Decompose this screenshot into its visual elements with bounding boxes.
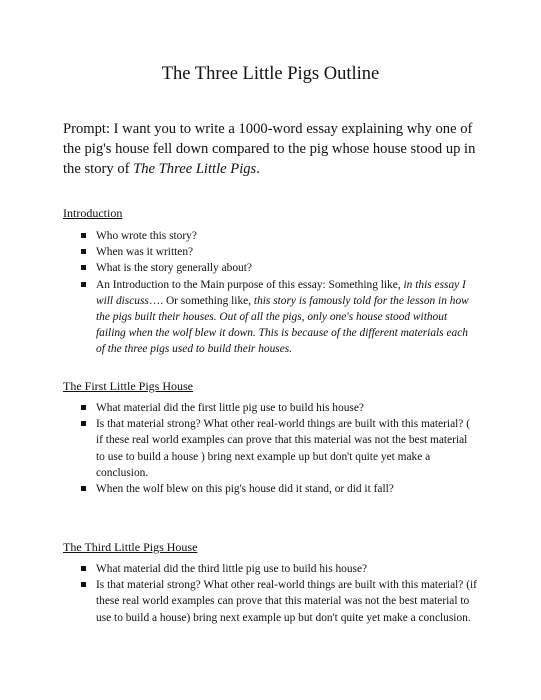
intro-purpose-italic-1: in this essay I will discuss xyxy=(96,278,466,307)
introduction-list xyxy=(80,228,478,358)
list-item: Who wrote this story? xyxy=(80,228,478,244)
introduction-heading: Introduction xyxy=(63,206,123,220)
essay-prompt xyxy=(63,119,493,179)
third-pig-list xyxy=(80,561,478,626)
list-item: Is that material strong? What other real-world things are built with this material? ( if these real world examples can prove that this material was not the best material to use to build a house ) bring next example up but don't quite yet make a conclusion. xyxy=(80,416,478,481)
list-item: What material did the third little pig use to build his house? xyxy=(80,561,478,577)
list-item: What material did the first little pig use to build his house? xyxy=(80,400,478,416)
first-pig-list xyxy=(80,400,478,497)
list-item: When was it written? xyxy=(80,244,478,260)
prompt-book-title: The Three Little Pigs xyxy=(133,161,257,177)
list-item: What is the story generally about? xyxy=(80,260,478,276)
intro-purpose-mid: …. Or something like, xyxy=(148,294,254,307)
list-item xyxy=(80,277,478,358)
first-pig-heading: The First Little Pigs House xyxy=(63,379,193,393)
prompt-end: . xyxy=(256,161,260,177)
intro-purpose-italic-2: this story is famously told for the lesson in how the pigs built their houses. Out of all the pigs, only one's house stood without failing when the wolf blew it down. This is because of the different materials each of the three pigs used to build their houses. xyxy=(96,294,469,356)
page-title: The Three Little Pigs Outline xyxy=(161,64,380,84)
list-item: When the wolf blew on this pig's house did it stand, or did it fall? xyxy=(80,481,478,497)
third-pig-heading: The Third Little Pigs House xyxy=(63,540,198,554)
intro-purpose-lead: An Introduction to the Main purpose of this essay: Something like, xyxy=(96,278,404,291)
prompt-text: Prompt: I want you to write a 1000-word essay explaining why one of the pig's house fell down compared to the pig whose house stood up in the story of xyxy=(63,121,476,177)
list-item: Is that material strong? What other real-world things are built with this material? (if these real world examples can prove that this material was not the best material to use to build a house) bring next example up but don't quite yet make a conclusion. xyxy=(80,577,478,626)
